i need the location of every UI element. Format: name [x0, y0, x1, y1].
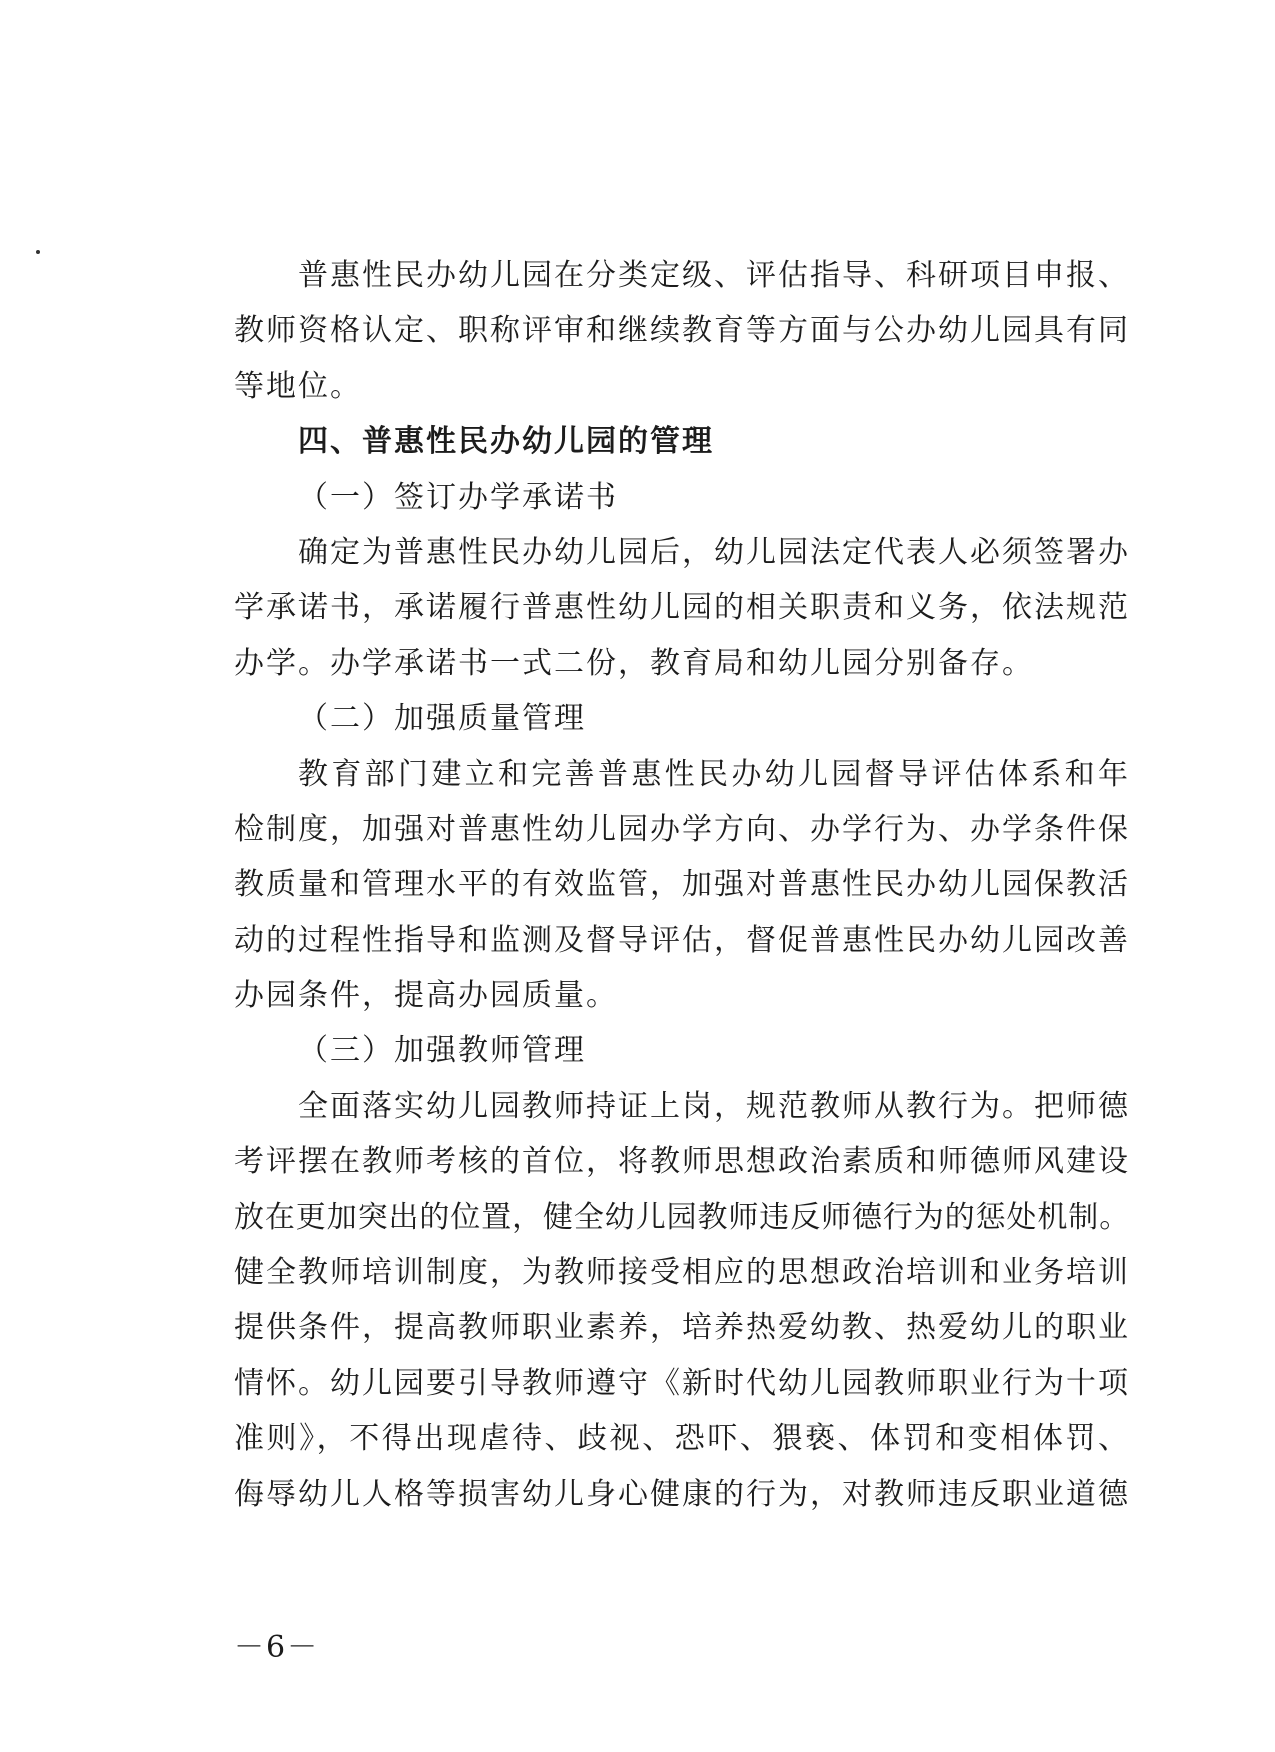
subsection-heading: （二）加强质量管理: [298, 701, 586, 737]
paragraph-line: 教师资格认定、职称评审和继续教育等方面与公办幼儿园具有同: [234, 313, 1130, 349]
paragraph-line: 等地位。: [234, 368, 362, 404]
paragraph-line: 学承诺书，承诺履行普惠性幼儿园的相关职责和义务，依法规范: [234, 590, 1130, 626]
paragraph-line: 教育部门建立和完善普惠性民办幼儿园督导评估体系和年: [298, 756, 1130, 792]
subsection-heading: （一）签订办学承诺书: [298, 479, 618, 515]
paragraph-line: 办学。办学承诺书一式二份，教育局和幼儿园分别备存。: [234, 645, 1034, 681]
paragraph-line: 健全教师培训制度，为教师接受相应的思想政治培训和业务培训: [234, 1255, 1130, 1291]
paragraph-line: 侮辱幼儿人格等损害幼儿身心健康的行为，对教师违反职业道德: [234, 1476, 1130, 1512]
paragraph-line: 放在更加突出的位置，健全幼儿园教师违反师德行为的惩处机制。: [234, 1199, 1130, 1235]
scan-speck: [36, 250, 40, 254]
paragraph-line: 动的过程性指导和监测及督导评估，督促普惠性民办幼儿园改善: [234, 922, 1130, 958]
paragraph-line: 情怀。幼儿园要引导教师遵守《新时代幼儿园教师职业行为十项: [234, 1365, 1130, 1401]
paragraph-line: 办园条件，提高办园质量。: [234, 978, 618, 1014]
page-number: －6－: [234, 1630, 320, 1665]
section-heading: 四、普惠性民办幼儿园的管理: [298, 424, 714, 460]
paragraph-line: 考评摆在教师考核的首位，将教师思想政治素质和师德师风建设: [234, 1144, 1130, 1180]
paragraph-line: 普惠性民办幼儿园在分类定级、评估指导、科研项目申报、: [298, 258, 1130, 293]
paragraph-line: 检制度，加强对普惠性幼儿园办学方向、办学行为、办学条件保: [234, 811, 1130, 847]
paragraph-line: 教质量和管理水平的有效监管，加强对普惠性民办幼儿园保教活: [234, 867, 1130, 903]
paragraph-line: 确定为普惠性民办幼儿园后，幼儿园法定代表人必须签署办: [298, 534, 1130, 570]
paragraph-line: 全面落实幼儿园教师持证上岗，规范教师从教行为。把师德: [298, 1088, 1130, 1124]
document-body: [234, 248, 1130, 1522]
subsection-heading: （三）加强教师管理: [298, 1033, 586, 1069]
paragraph-line: 准则》，不得出现虐待、歧视、恐吓、猥亵、体罚和变相体罚、: [234, 1421, 1130, 1457]
paragraph-line: 提供条件，提高教师职业素养，培养热爱幼教、热爱幼儿的职业: [234, 1310, 1130, 1346]
